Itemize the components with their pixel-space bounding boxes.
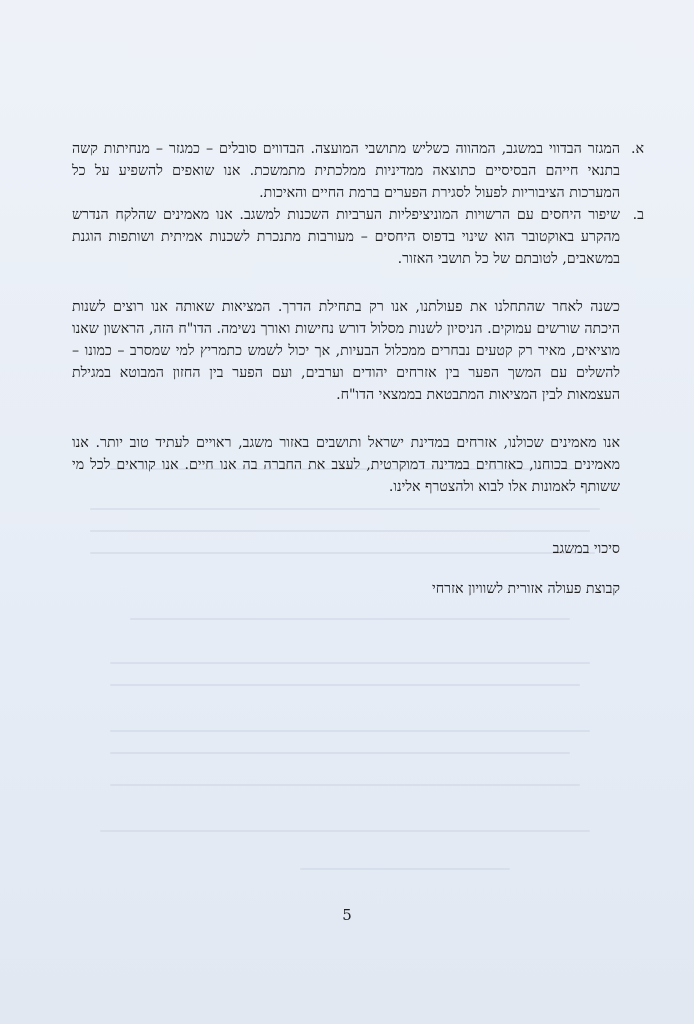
bleed-through-line	[110, 730, 590, 732]
bleed-through-line	[110, 784, 580, 786]
document-body	[72, 138, 644, 600]
paragraph: אנו מאמינים שכולנו, אזרחים במדינת ישראל ותושבים באזור משגב, ראויים לעתיד טוב יותר. אנו מאמינים בכוחנו, כאזרחים במדינה דמוקרטית, לעצב את החברה בה אנו חיים. אנו קוראים לכל מי ששותף לאמונות אלו לבוא ולהצטרף אלינו.	[72, 435, 620, 495]
bleed-through-line	[110, 752, 570, 754]
list-item	[72, 138, 644, 204]
list-item	[72, 204, 644, 270]
bleed-through-line	[100, 830, 590, 832]
bleed-through-line	[300, 868, 510, 870]
list-item-text: המגזר הבדווי במשגב, המהווה כשליש מתושבי המועצה. הבדווים סובלים – כמגזר – מנחיתות קשה בתנאי חייהם הבסיסיים כתוצאה ממדיניות ממלכתית מתמשכת. אנו שואפים להשפיע על כל המערכות הציבוריות לפעול לסגירת הפערים ברמת החיים והאיכות.	[72, 141, 620, 201]
page-number: 5	[342, 906, 352, 924]
list-item-text: שיפור היחסים עם הרשויות המוניציפליות הערביות השכנות למשגב. אנו מאמינים שהלקח הנדרש מהקרע באוקטובר הוא שינוי בדפוס היחסים – מעורבות מתנכרת לשכנות אמיתית ושותפות הוגנת במשאבים, לטובתם של כל תושבי האזור.	[72, 207, 620, 267]
signature-organization: סיכוי במשגב	[552, 541, 620, 557]
list-item-marker: א.	[630, 141, 644, 157]
bleed-through-line	[110, 662, 590, 664]
list-item-marker: ב.	[632, 207, 644, 223]
goals-list	[72, 138, 644, 270]
bleed-through-line	[110, 684, 580, 686]
signature-subtitle: קבוצת פעולה אזורית לשוויון אזרחי	[432, 581, 620, 597]
bleed-through-line	[130, 618, 570, 620]
paragraph: כשנה לאחר שהתחלנו את פעולתנו, אנו רק בתחילת הדרך. המציאות שאותה אנו רוצים לשנות היכתה שורשים עמוקים. הניסיון לשנות מסלול דורש נחישות ואורך נשימה. הדו"ח הזה, הראשון שאנו מוציאים, מאיר רק קטעים נבחרים ממכלול הבעיות, אך יכול לשמש כתמריץ למי שמסרב – כמונו – להשלים עם המשך הפער בין אזרחים יהודים וערבים, ועם הפער בין החזון המבוטא במגילת העצמאות לבין המציאות המתבטאת בממצאי הדו"ח.	[72, 299, 620, 403]
